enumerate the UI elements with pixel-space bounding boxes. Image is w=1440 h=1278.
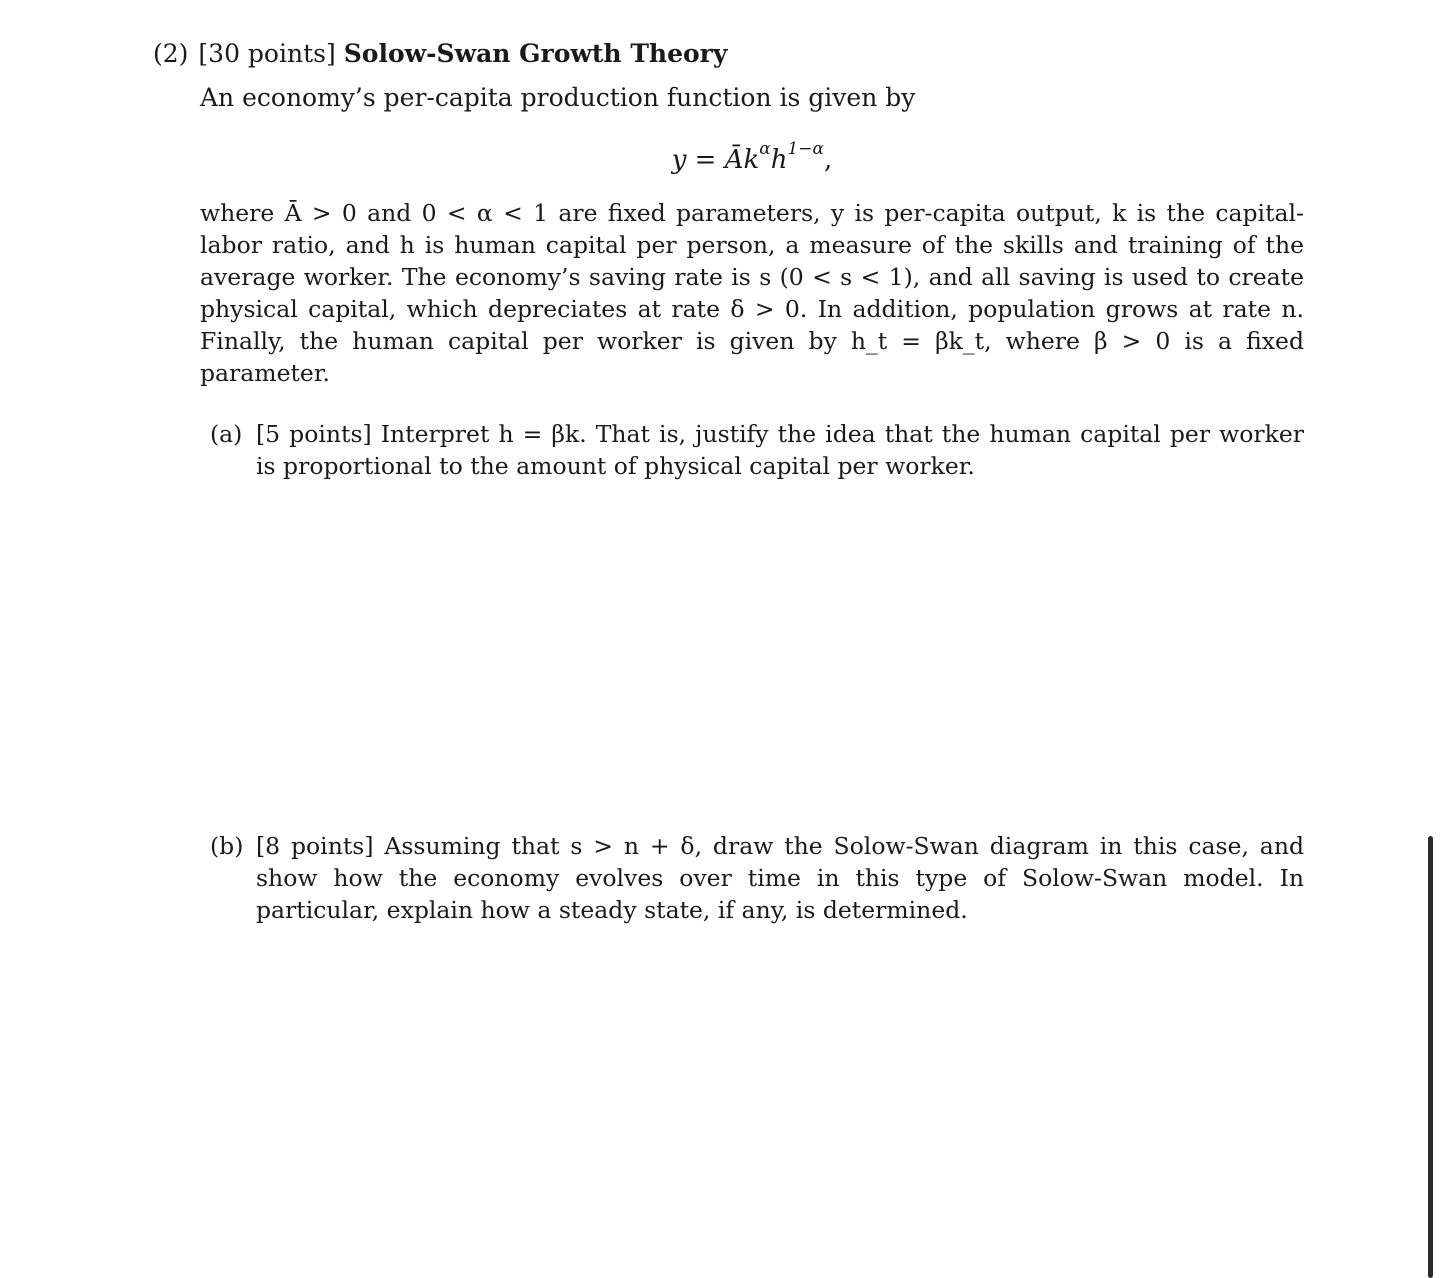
question-part-a — [210, 418, 1304, 482]
scrollbar[interactable] — [1428, 836, 1433, 1278]
intro-text: An economy’s per-capita production function is given by — [200, 83, 916, 112]
problem-points: [30 points] — [198, 39, 336, 68]
model-description-text: where Ā > 0 and 0 < α < 1 are fixed parameters, y is per-capita output, k is the capital-labor ratio, and h is human capital per person, a measure of the skills and training of the average worker. The economy’s saving rate is s (0 < s < 1), and all saving is used to create physical capital, which depreciates at rate δ > 0. In addition, population grows at rate n. Finally, the human capital per worker is given by h_t = βk_t, where β > 0 is a fixed parameter. — [200, 199, 1304, 387]
problem-header — [153, 38, 727, 70]
model-description — [200, 197, 1304, 389]
part-b-label: (b) — [210, 832, 244, 860]
part-a-text: [5 points] Interpret h = βk. That is, justify the idea that the human capital per worker is proportional to the amount of physical capital per worker. — [256, 420, 1304, 480]
production-function-equation — [0, 134, 1440, 179]
equation-render: $y = Āk^\alpha h^{1-\alpha}$, — [671, 139, 833, 175]
part-b-text: [8 points] Assuming that s > n + δ, draw the Solow-Swan diagram in this case, and show how the economy evolves over time in this type of Solow-Swan model. In particular, explain how a steady state, if any, is determined. — [256, 832, 1304, 924]
part-a-label: (a) — [210, 420, 243, 448]
problem-number: (2) — [153, 39, 189, 68]
problem-title: Solow-Swan Growth Theory — [343, 39, 728, 68]
question-part-b — [210, 830, 1304, 926]
